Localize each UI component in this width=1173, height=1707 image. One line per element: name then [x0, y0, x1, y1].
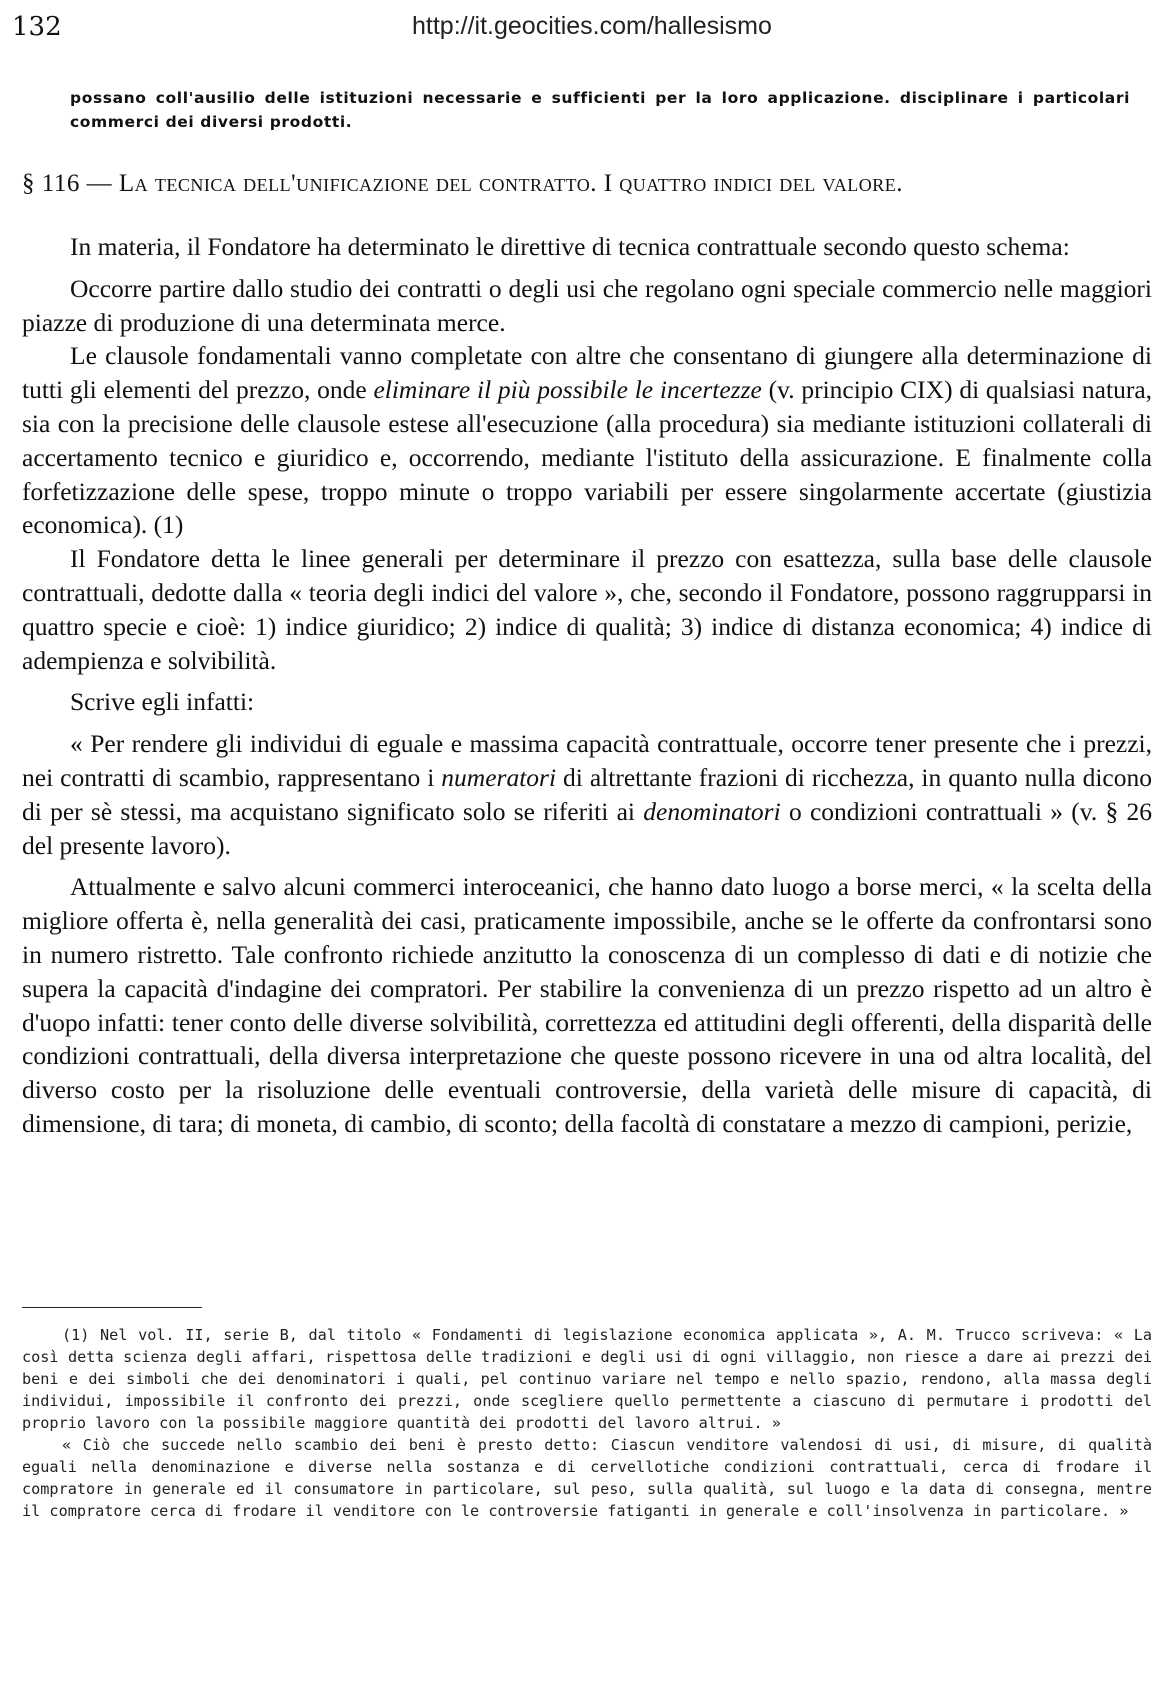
- paragraph: Scrive egli infatti:: [70, 687, 255, 717]
- header-url: http://it.geocities.com/hallesismo: [412, 12, 772, 40]
- paragraph: In materia, il Fondatore ha determinato le direttive di tecnica contrattuale secondo questo schema:: [70, 232, 1070, 261]
- paragraph: [22, 339, 1152, 542]
- emphasis: denominatori: [643, 796, 781, 826]
- footnote: (1) Nel vol. II, serie B, dal titolo « Fondamenti di legislazione economica applicata », A. M. Trucco scriveva: « La così detta scienza degli affari, rispettosa delle tradizioni e degli usi di ogni villaggio, non riesce a dare ai prezzi dei beni e dei simboli che dei denominatori i quali, pel continuo variare nel tempo e nello spazio, rendono, alla massa degli individui, impossibile il confronto dei prezzi, onde scegliere quello permettente a ciascuno di permutare i prodotti del proprio lavoro con la possibile maggiore quantità dei prodotti del lavoro altrui. »: [22, 1326, 1152, 1432]
- text-run: di altrettante frazioni di ricchezza, in quanto nulla dicono di per sè stessi, ma acquistano significato solo se riferiti ai: [22, 762, 1152, 826]
- paragraph: [22, 727, 1152, 862]
- text-run: o condizioni contrattuali » (v. § 26 del presente lavoro).: [22, 796, 1152, 860]
- text-run: « Per rendere gli individui di eguale e massima capacità contrattuale, occorre tener presente che i prezzi, nei contratti di scambio, rappresentano i: [22, 729, 1152, 792]
- text-run: Le clausole fondamentali vanno completate con altre che consentano di giungere alla determinazione di tutti gli elementi del prezzo, onde: [22, 341, 1152, 405]
- paragraph: Il Fondatore detta le linee generali per determinare il prezzo con esattezza, sulla base delle clausole contrattuali, dedotte dalla « teoria degli indici del valore », che, secondo il Fondatore, possono raggrupparsi in quattro specie e cioè: 1) indice giuridico; 2) indice di qualità; 3) indice di distanza economica; 4) indice di adempienza e solvibilità.: [22, 544, 1152, 675]
- paragraph: Attualmente e salvo alcuni commerci interoceanici, che hanno dato luogo a borse merci, « la scelta della migliore offerta è, nella generalità dei casi, praticamente impossibile, anche se le offerte da confrontarsi sono in numero ristretto. Tale confronto richiede anzitutto la conoscenza di un complesso di dati e di notizie che supera la capacità d'indagine dei compratori. Per stabilire la convenienza di un prezzo rispetto ad un altro è d'uopo infatti: tener conto delle diverse solvibilità, correttezza ed attitudini degli offerenti, della disparità delle condizioni contrattuali, della diversa interpretazione che queste possono ricevere in una od altra località, del diverso costo per la risoluzione delle eventuali controversie, della varietà delle misure di capacità, di dimensione, di tara; di moneta, di cambio, di sconto; della facoltà di constatare a mezzo di campioni, perizie,: [22, 872, 1152, 1138]
- section-heading: [22, 170, 1152, 198]
- text-run: (v. principio CIX) di qualsiasi natura, sia con la precisione delle clausole estese all'esecuzione (alla procedura) sia mediante istituzioni collaterali di accertamento tecnico e giuridico e, occorrendo, mediante l'istituto della assicurazione. E finalmente colla forfetizzazione delle spese, troppo minute o troppo variabili per essere singolarmente accertate (giustizia economica). (1): [22, 375, 1153, 540]
- paragraph: Occorre partire dallo studio dei contratti o degli usi che regolano ogni speciale commercio nelle maggiori piazze di produzione di una determinata merce.: [22, 273, 1152, 337]
- section-number: § 116 —: [22, 170, 113, 197]
- footnote-divider: [22, 1307, 202, 1308]
- footnote: « Ciò che succede nello scambio dei beni è presto detto: Ciascun venditore valendosi di usi, di misure, di qualità eguali nella denominazione e diverse nella sostanza e di cervellotiche condizioni contrattuali, cerca di frodare il compratore in generale ed il consumatore in particolare, sul peso, sulla qualità, sul luogo e la data di consegna, mentre il compratore cerca di frodare il venditore con le controversie fatiganti in generale e coll'insolvenza in particolare. »: [22, 1436, 1152, 1520]
- footnotes: [22, 1324, 1152, 1522]
- page-number: 132: [12, 12, 62, 42]
- emphasis: eliminare il più possibile le incertezze: [373, 375, 762, 405]
- body-text: [22, 222, 1152, 1141]
- section-title: La tecnica dell'unificazione del contratto. I quattro indici del valore.: [118, 170, 903, 197]
- emphasis: numeratori: [441, 762, 557, 792]
- top-note: possano coll'ausilio delle istituzioni necessarie e sufficienti per la loro applicazione. disciplinare i particolari commerci dei diversi prodotti.: [70, 89, 1130, 131]
